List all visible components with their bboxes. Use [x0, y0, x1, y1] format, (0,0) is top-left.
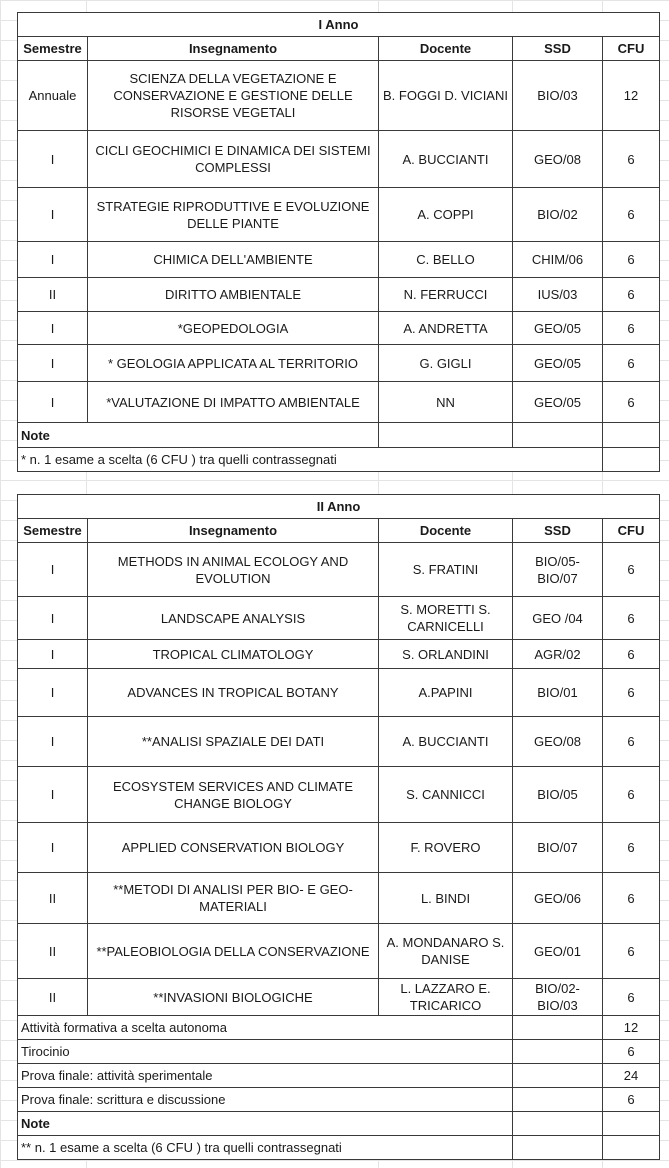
empty-cell	[513, 1040, 603, 1064]
cfu-cell: 6	[603, 979, 660, 1016]
course-cell: * GEOLOGIA APPLICATA AL TERRITORIO	[88, 345, 379, 382]
first-year-table	[17, 12, 660, 472]
table-row	[18, 873, 660, 924]
semester-cell: I	[18, 669, 88, 717]
header-insegnamento: Insegnamento	[88, 37, 379, 61]
table-row	[18, 312, 660, 345]
ssd-cell: BIO/02	[513, 188, 603, 242]
semester-cell: I	[18, 131, 88, 188]
teacher-cell: A. BUCCIANTI	[379, 131, 513, 188]
header-docente: Docente	[379, 37, 513, 61]
header-cfu: CFU	[603, 519, 660, 543]
course-cell: *VALUTAZIONE DI IMPATTO AMBIENTALE	[88, 382, 379, 423]
header-cfu: CFU	[603, 37, 660, 61]
ssd-cell: BIO/05-BIO/07	[513, 543, 603, 597]
empty-cell	[513, 1112, 603, 1136]
semester-cell: I	[18, 717, 88, 767]
table-row	[18, 979, 660, 1016]
course-cell: CICLI GEOCHIMICI E DINAMICA DEI SISTEMI COMPLESSI	[88, 131, 379, 188]
ssd-cell: GEO/05	[513, 382, 603, 423]
cfu-cell: 6	[603, 188, 660, 242]
semester-cell: II	[18, 979, 88, 1016]
teacher-cell: A. COPPI	[379, 188, 513, 242]
course-cell: **ANALISI SPAZIALE DEI DATI	[88, 717, 379, 767]
activity-label: Prova finale: attività sperimentale	[18, 1064, 513, 1088]
empty-cell	[513, 1016, 603, 1040]
course-cell: ADVANCES IN TROPICAL BOTANY	[88, 669, 379, 717]
header-semestre: Semestre	[18, 37, 88, 61]
cfu-cell: 6	[603, 767, 660, 823]
course-cell: **METODI DI ANALISI PER BIO- E GEO-MATERIALI	[88, 873, 379, 924]
semester-cell: I	[18, 823, 88, 873]
course-cell: SCIENZA DELLA VEGETAZIONE E CONSERVAZIONE E GESTIONE DELLE RISORSE VEGETALI	[88, 61, 379, 131]
semester-cell: I	[18, 345, 88, 382]
semester-cell: I	[18, 640, 88, 669]
activity-cfu: 6	[603, 1088, 660, 1112]
semester-cell: I	[18, 543, 88, 597]
teacher-cell: A. ANDRETTA	[379, 312, 513, 345]
semester-cell: I	[18, 242, 88, 278]
cfu-cell: 6	[603, 278, 660, 312]
table-row	[18, 61, 660, 131]
cfu-cell: 6	[603, 131, 660, 188]
ssd-cell: BIO/02-BIO/03	[513, 979, 603, 1016]
table-row	[18, 188, 660, 242]
cfu-cell: 6	[603, 312, 660, 345]
empty-cell	[603, 423, 660, 448]
course-cell: TROPICAL CLIMATOLOGY	[88, 640, 379, 669]
table-row	[18, 345, 660, 382]
table-row	[18, 767, 660, 823]
course-cell: METHODS IN ANIMAL ECOLOGY AND EVOLUTION	[88, 543, 379, 597]
course-cell: **PALEOBIOLOGIA DELLA CONSERVAZIONE	[88, 924, 379, 979]
empty-cell	[603, 1136, 660, 1160]
table-row	[18, 131, 660, 188]
activity-cfu: 6	[603, 1040, 660, 1064]
note-text: * n. 1 esame a scelta (6 CFU ) tra quelli contrassegnati	[18, 448, 603, 472]
header-semestre: Semestre	[18, 519, 88, 543]
activity-cfu: 24	[603, 1064, 660, 1088]
activity-label: Prova finale: scrittura e discussione	[18, 1088, 513, 1112]
note-label: Note	[18, 1112, 513, 1136]
ssd-cell: GEO/06	[513, 873, 603, 924]
teacher-cell: S. FRATINI	[379, 543, 513, 597]
ssd-cell: GEO/08	[513, 717, 603, 767]
semester-cell: I	[18, 767, 88, 823]
ssd-cell: AGR/02	[513, 640, 603, 669]
activity-row	[18, 1040, 660, 1064]
cfu-cell: 6	[603, 669, 660, 717]
empty-cell	[603, 448, 660, 472]
cfu-cell: 6	[603, 873, 660, 924]
header-insegnamento: Insegnamento	[88, 519, 379, 543]
ssd-cell: IUS/03	[513, 278, 603, 312]
course-cell: APPLIED CONSERVATION BIOLOGY	[88, 823, 379, 873]
teacher-cell: S. CANNICCI	[379, 767, 513, 823]
note-row	[18, 448, 660, 472]
table-row	[18, 823, 660, 873]
table-row	[18, 640, 660, 669]
teacher-cell: S. MORETTI S. CARNICELLI	[379, 597, 513, 640]
empty-cell	[513, 1064, 603, 1088]
cfu-cell: 6	[603, 924, 660, 979]
teacher-cell: S. ORLANDINI	[379, 640, 513, 669]
activity-row	[18, 1016, 660, 1040]
header-ssd: SSD	[513, 519, 603, 543]
ssd-cell: GEO /04	[513, 597, 603, 640]
cfu-cell: 6	[603, 382, 660, 423]
semester-cell: I	[18, 188, 88, 242]
table-row	[18, 597, 660, 640]
table-row	[18, 924, 660, 979]
cfu-cell: 6	[603, 543, 660, 597]
teacher-cell: A. MONDANARO S. DANISE	[379, 924, 513, 979]
table-title: II Anno	[18, 495, 660, 519]
table-row	[18, 543, 660, 597]
course-cell: STRATEGIE RIPRODUTTIVE E EVOLUZIONE DELLE PIANTE	[88, 188, 379, 242]
note-row	[18, 1136, 660, 1160]
semester-cell: II	[18, 278, 88, 312]
activity-cfu: 12	[603, 1016, 660, 1040]
activity-row	[18, 1064, 660, 1088]
table-row	[18, 717, 660, 767]
table-row	[18, 242, 660, 278]
table-title: I Anno	[18, 13, 660, 37]
table-row	[18, 278, 660, 312]
course-cell: *GEOPEDOLOGIA	[88, 312, 379, 345]
course-cell: CHIMICA DELL'AMBIENTE	[88, 242, 379, 278]
activity-row	[18, 1088, 660, 1112]
ssd-cell: BIO/05	[513, 767, 603, 823]
teacher-cell: L. BINDI	[379, 873, 513, 924]
header-ssd: SSD	[513, 37, 603, 61]
empty-cell	[603, 1112, 660, 1136]
ssd-cell: GEO/05	[513, 312, 603, 345]
note-row	[18, 423, 660, 448]
cfu-cell: 6	[603, 640, 660, 669]
teacher-cell: A. BUCCIANTI	[379, 717, 513, 767]
semester-cell: Annuale	[18, 61, 88, 131]
ssd-cell: GEO/05	[513, 345, 603, 382]
semester-cell: I	[18, 597, 88, 640]
table-row	[18, 382, 660, 423]
ssd-cell: GEO/01	[513, 924, 603, 979]
teacher-cell: A.PAPINI	[379, 669, 513, 717]
ssd-cell: BIO/03	[513, 61, 603, 131]
header-docente: Docente	[379, 519, 513, 543]
semester-cell: I	[18, 382, 88, 423]
ssd-cell: CHIM/06	[513, 242, 603, 278]
empty-cell	[513, 1088, 603, 1112]
cfu-cell: 6	[603, 717, 660, 767]
course-cell: **INVASIONI BIOLOGICHE	[88, 979, 379, 1016]
ssd-cell: BIO/01	[513, 669, 603, 717]
empty-cell	[513, 423, 603, 448]
second-year-table	[17, 494, 660, 1160]
course-cell: ECOSYSTEM SERVICES AND CLIMATE CHANGE BIOLOGY	[88, 767, 379, 823]
cfu-cell: 12	[603, 61, 660, 131]
cfu-cell: 6	[603, 597, 660, 640]
empty-cell	[379, 423, 513, 448]
teacher-cell: N. FERRUCCI	[379, 278, 513, 312]
teacher-cell: C. BELLO	[379, 242, 513, 278]
cfu-cell: 6	[603, 345, 660, 382]
table-row	[18, 669, 660, 717]
teacher-cell: L. LAZZARO E. TRICARICO	[379, 979, 513, 1016]
ssd-cell: BIO/07	[513, 823, 603, 873]
ssd-cell: GEO/08	[513, 131, 603, 188]
teacher-cell: B. FOGGI D. VICIANI	[379, 61, 513, 131]
cfu-cell: 6	[603, 242, 660, 278]
teacher-cell: NN	[379, 382, 513, 423]
note-row	[18, 1112, 660, 1136]
course-cell: LANDSCAPE ANALYSIS	[88, 597, 379, 640]
activity-label: Tirocinio	[18, 1040, 513, 1064]
course-cell: DIRITTO AMBIENTALE	[88, 278, 379, 312]
teacher-cell: G. GIGLI	[379, 345, 513, 382]
semester-cell: II	[18, 873, 88, 924]
note-text: ** n. 1 esame a scelta (6 CFU ) tra quelli contrassegnati	[18, 1136, 513, 1160]
empty-cell	[513, 1136, 603, 1160]
activity-label: Attività formativa a scelta autonoma	[18, 1016, 513, 1040]
teacher-cell: F. ROVERO	[379, 823, 513, 873]
note-label: Note	[18, 423, 379, 448]
cfu-cell: 6	[603, 823, 660, 873]
semester-cell: II	[18, 924, 88, 979]
semester-cell: I	[18, 312, 88, 345]
